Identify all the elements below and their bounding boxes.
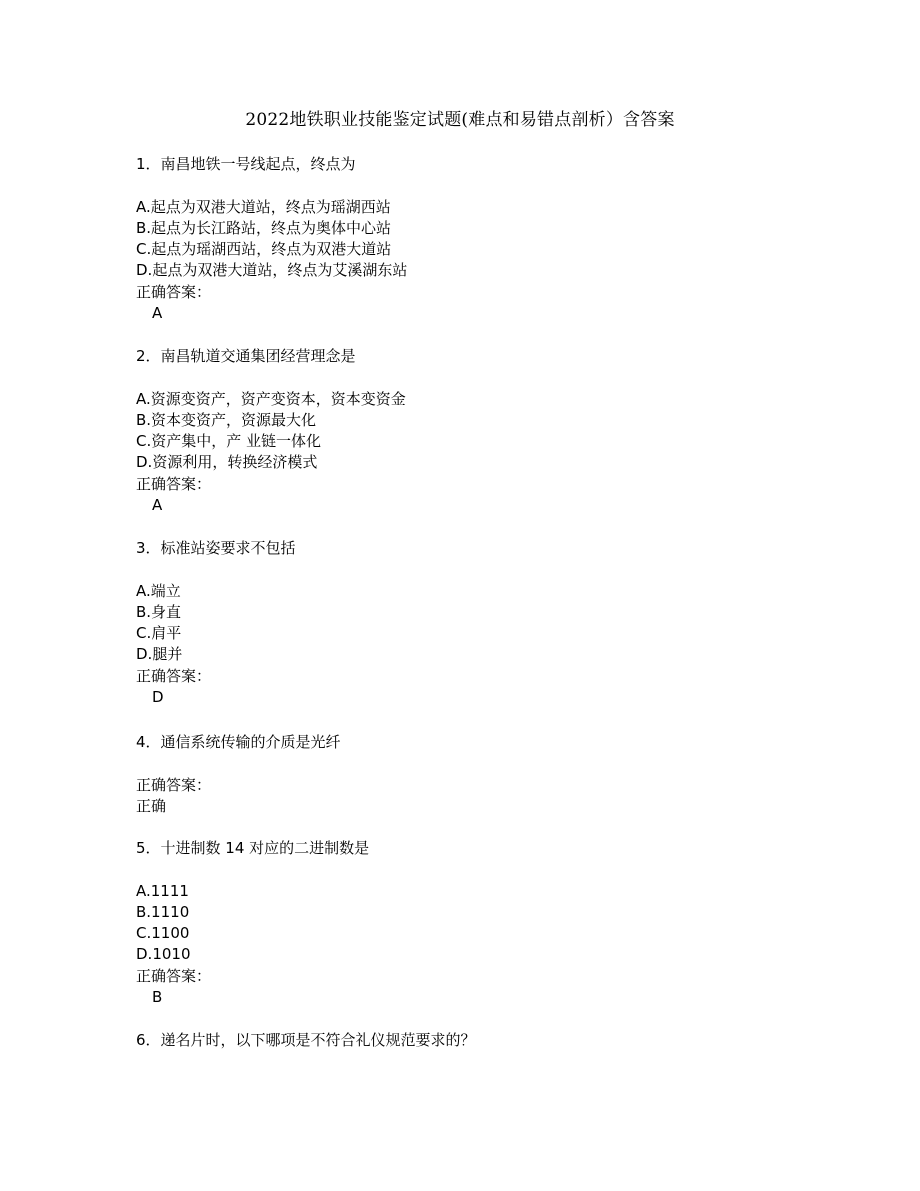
answer-label: 正确答案： [136, 966, 212, 985]
option-d: D.资源利用，转换经济模式 [136, 453, 318, 472]
spacer [136, 753, 836, 774]
answer-label: 正确答案： [136, 775, 212, 794]
option-c: C.1100 [136, 924, 190, 943]
question-1 [136, 154, 836, 324]
page-title: 2022地铁职业技能鉴定试题(难点和易错点剖析）含答案 [245, 110, 675, 130]
answer-label: 正确答案： [136, 666, 212, 685]
answer-label: 正确答案： [136, 282, 212, 301]
answer-value: B [152, 988, 163, 1007]
option-b: B.1110 [136, 902, 190, 921]
answer-value: A [152, 304, 163, 323]
question-2 [136, 346, 836, 516]
spacer [136, 559, 836, 580]
option-a: A.端立 [136, 581, 181, 600]
question-title: 4．通信系统传输的介质是光纤 [136, 733, 341, 751]
question-5 [136, 838, 836, 1008]
option-b: B.身直 [136, 602, 182, 621]
option-c: C.起点为瑶湖西站，终点为双港大道站 [136, 240, 392, 259]
option-d: D.起点为双港大道站，终点为艾溪湖东站 [136, 261, 408, 280]
answer-value: 正确 [136, 796, 167, 815]
spacer [136, 175, 836, 196]
option-a: A.资源变资产，资产变资本，资本变资金 [136, 389, 406, 408]
option-d: D.腿并 [136, 645, 183, 664]
question-3 [136, 538, 836, 708]
option-a: A.1111 [136, 881, 189, 900]
option-a: A.起点为双港大道站，终点为瑶湖西站 [136, 197, 391, 216]
question-4 [136, 732, 836, 817]
question-title: 2．南昌轨道交通集团经营理念是 [136, 347, 356, 365]
question-6 [136, 1030, 836, 1051]
answer-value: D [152, 688, 164, 707]
question-title: 1．南昌地铁一号线起点，终点为 [136, 155, 356, 173]
question-title: 6．递名片时，以下哪项是不符合礼仪规范要求的？ [136, 1031, 476, 1049]
spacer [136, 859, 836, 880]
answer-value: A [152, 496, 163, 515]
question-title: 3．标准站姿要求不包括 [136, 539, 296, 557]
answer-label: 正确答案： [136, 474, 212, 493]
option-b: B.资本变资产，资源最大化 [136, 410, 317, 429]
question-title: 5．十进制数 14 对应的二进制数是 [136, 839, 370, 857]
option-d: D.1010 [136, 945, 191, 964]
option-b: B.起点为长江路站，终点为奥体中心站 [136, 218, 392, 237]
option-c: C.肩平 [136, 624, 182, 643]
spacer [136, 367, 836, 388]
option-c: C.资产集中，产 业链一体化 [136, 432, 322, 451]
